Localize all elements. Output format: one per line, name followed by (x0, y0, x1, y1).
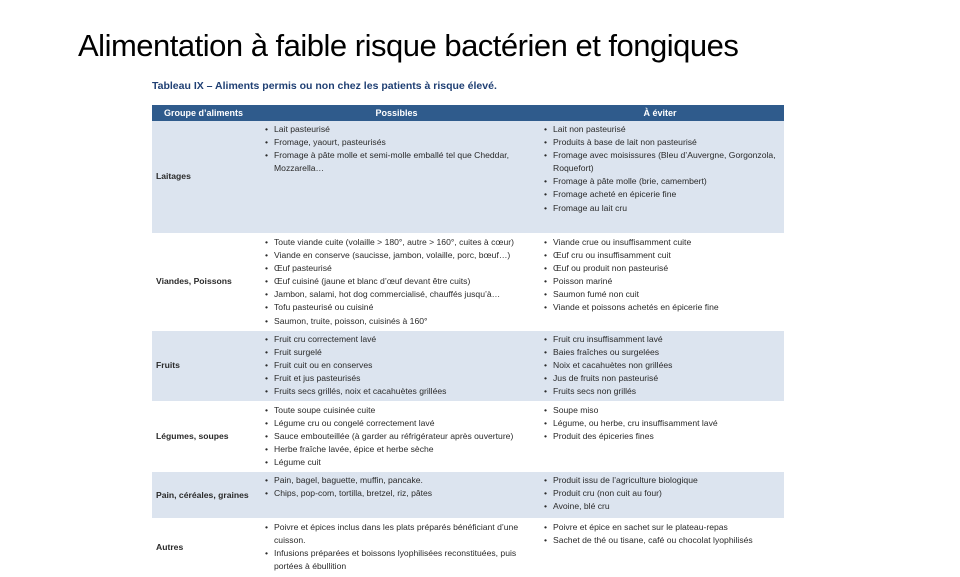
avoid-item: • Légume, ou herbe, cru insuffisamment lavé (544, 417, 780, 430)
possible-item: • Infusions préparées et boissons lyophilisées reconstituées, puis portées à ébullition (265, 547, 530, 573)
avoid-item: • Viande et poissons achetés en épicerie fine (544, 301, 780, 314)
possible-item: • Fromage, yaourt, pasteurisés (265, 136, 532, 149)
possible-item: • Fruit cuit ou en conserves (265, 359, 532, 372)
avoid-item: • Produit issu de l’agriculture biologique (544, 474, 780, 487)
possible-item: • Lait pasteurisé (265, 123, 532, 136)
avoid-item: • Fruit cru insuffisamment lavé (544, 333, 780, 346)
header-avoid: À éviter (536, 105, 784, 121)
avoid-item: • Produits à base de lait non pasteurisé (544, 136, 780, 149)
possible-cell (257, 330, 536, 401)
avoid-item: • Saumon fumé non cuit (544, 288, 780, 301)
avoid-cell (536, 401, 784, 471)
possible-item: • Saumon, truite, poisson, cuisinés à 160° (265, 315, 532, 328)
possible-item: • Chips, pop-com, tortilla, bretzel, riz, pâtes (265, 487, 532, 500)
avoid-item: • Viande crue ou insuffisamment cuite (544, 236, 780, 249)
group-cell: Laitages (152, 121, 257, 234)
group-cell: Viandes, Poissons (152, 234, 257, 331)
possible-item: • Herbe fraîche lavée, épice et herbe sèche (265, 443, 532, 456)
avoid-item: • Produit cru (non cuit au four) (544, 487, 780, 500)
avoid-item: • Sachet de thé ou tisane, café ou chocolat lyophilisés (544, 534, 780, 547)
possible-cell (257, 472, 536, 519)
avoid-item: • Poivre et épice en sachet sur le plateau-repas (544, 521, 780, 534)
avoid-item: • Baies fraîches ou surgelées (544, 346, 780, 359)
possible-cell (257, 519, 536, 576)
avoid-item: • Poisson mariné (544, 275, 780, 288)
possible-item: • Pain, bagel, baguette, muffin, pancake. (265, 474, 532, 487)
avoid-item: • Produit des épiceries fines (544, 430, 780, 443)
possible-cell (257, 401, 536, 471)
table-caption (152, 80, 497, 92)
group-cell: Fruits (152, 330, 257, 401)
avoid-cell (536, 121, 784, 234)
possible-item: • Viande en conserve (saucisse, jambon, volaille, porc, bœuf…) (265, 249, 532, 262)
header-group: Groupe d’aliments (152, 105, 257, 121)
possible-item: • Sauce embouteillée (à garder au réfrigérateur après ouverture) (265, 430, 532, 443)
table-header-row (152, 105, 784, 121)
possible-item: • Fruit surgelé (265, 346, 532, 359)
avoid-item: • Soupe miso (544, 404, 780, 417)
avoid-item: • Jus de fruits non pasteurisé (544, 372, 780, 385)
possible-item: • Fruit cru correctement lavé (265, 333, 532, 346)
possible-item: • Toute soupe cuisinée cuite (265, 404, 532, 417)
possible-item: • Œuf cuisiné (jaune et blanc d’œuf devant être cuits) (265, 275, 532, 288)
avoid-item: • Fromage acheté en épicerie fine (544, 188, 780, 201)
table-row-autres (152, 519, 784, 576)
table-row-fruits (152, 330, 784, 401)
possible-item: • Fromage à pâte molle et semi-molle emballé tel que Cheddar, Mozzarella… (265, 149, 532, 175)
food-risk-table (152, 105, 784, 577)
group-cell: Légumes, soupes (152, 401, 257, 471)
possible-item: • Fruit et jus pasteurisés (265, 372, 532, 385)
possible-item: • Tofu pasteurisé ou cuisiné (265, 301, 532, 314)
possible-cell (257, 234, 536, 331)
group-cell: Pain, céréales, graines (152, 472, 257, 519)
avoid-cell (536, 330, 784, 401)
avoid-cell (536, 234, 784, 331)
avoid-item: • Noix et cacahuètes non grillées (544, 359, 780, 372)
table-row-laitages (152, 121, 784, 234)
table-row-legumes (152, 401, 784, 471)
avoid-cell (536, 519, 784, 576)
possible-item: • Poivre et épices inclus dans les plats préparés bénéficiant d’une cuisson. (265, 521, 530, 547)
slide-title: Alimentation à faible risque bactérien et fongiques (78, 28, 739, 63)
possible-cell (257, 121, 536, 234)
avoid-item: • Œuf ou produit non pasteurisé (544, 262, 780, 275)
possible-item: • Légume cru ou congelé correctement lavé (265, 417, 532, 430)
possible-item: • Légume cuit (265, 456, 532, 469)
possible-item: • Œuf pasteurisé (265, 262, 532, 275)
table-row-pain (152, 472, 784, 519)
table-row-viandes (152, 234, 784, 331)
header-possible: Possibles (257, 105, 536, 121)
avoid-cell (536, 472, 784, 519)
avoid-item: • Œuf cru ou insuffisamment cuit (544, 249, 780, 262)
group-cell: Autres (152, 519, 257, 576)
possible-item: • Toute viande cuite (volaille > 180°, autre > 160°, cuites à cœur) (265, 236, 532, 249)
table-caption-label: Tableau IX (152, 80, 204, 92)
possible-item: • Fruits secs grillés, noix et cacahuètes grillées (265, 385, 532, 398)
table-caption-text: – Aliments permis ou non chez les patients à risque élevé. (203, 80, 497, 92)
avoid-item: • Fromage à pâte molle (brie, camembert) (544, 175, 780, 188)
avoid-item: • Avoine, blé cru (544, 500, 780, 513)
possible-item: • Jambon, salami, hot dog commercialisé, chauffés jusqu’à… (265, 288, 532, 301)
avoid-item: • Fromage avec moisissures (Bleu d’Auvergne, Gorgonzola, Roquefort) (544, 149, 780, 175)
avoid-item: • Lait non pasteurisé (544, 123, 780, 136)
avoid-item: • Fruits secs non grillés (544, 385, 780, 398)
avoid-item: • Fromage au lait cru (544, 202, 780, 215)
